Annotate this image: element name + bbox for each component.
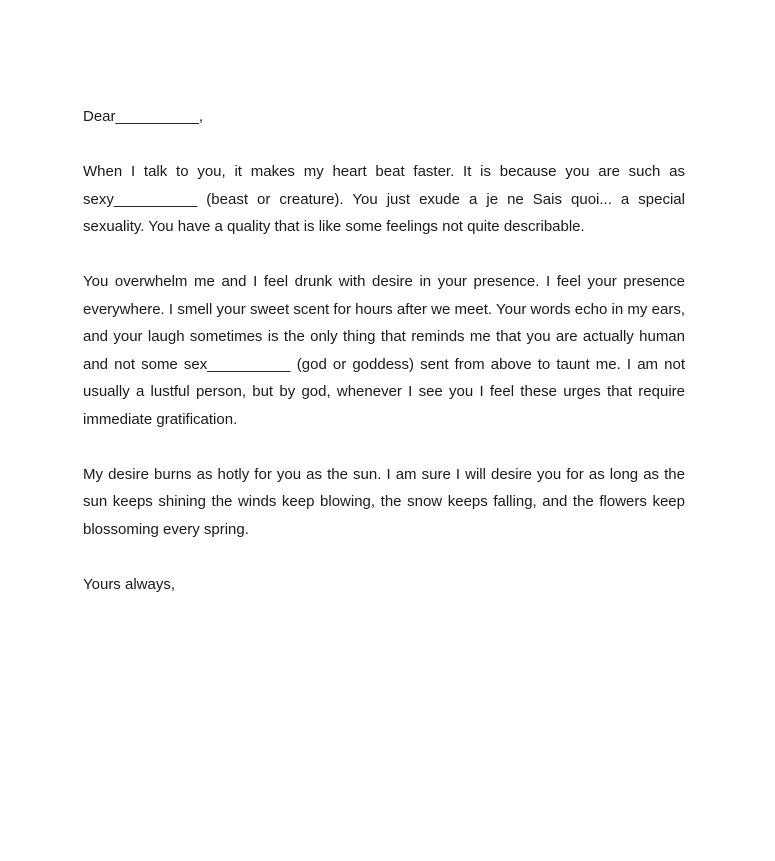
letter-paragraph-1: When I talk to you, it makes my heart beat faster. It is because you are such as sexy__________ (beast or creature). You just exude a je ne Sais quoi... a special sexuality. You have a quality that is like some feelings not quite describable. bbox=[83, 163, 685, 235]
letter-page bbox=[83, 103, 685, 598]
letter-closing: Yours always, bbox=[83, 575, 175, 593]
letter-paragraph-3: My desire burns as hotly for you as the sun. I am sure I will desire you for as long as the sun keeps shining the winds keep blowing, the snow keeps falling, and the flowers keep blossoming every spring. bbox=[83, 465, 685, 538]
letter-greeting: Dear__________, bbox=[83, 108, 204, 125]
letter-paragraph-2: You overwhelm me and I feel drunk with desire in your presence. I feel your presence everywhere. I smell your sweet scent for hours after we meet. Your words echo in my ears, and your laugh sometimes is the only thing that reminds me that you are actually human and not some sex__________ (god or goddess) sent from above to taunt me. I am not usually a lustful person, but by god, whenever I see you I feel these urges that require immediate gratification. bbox=[83, 273, 685, 428]
